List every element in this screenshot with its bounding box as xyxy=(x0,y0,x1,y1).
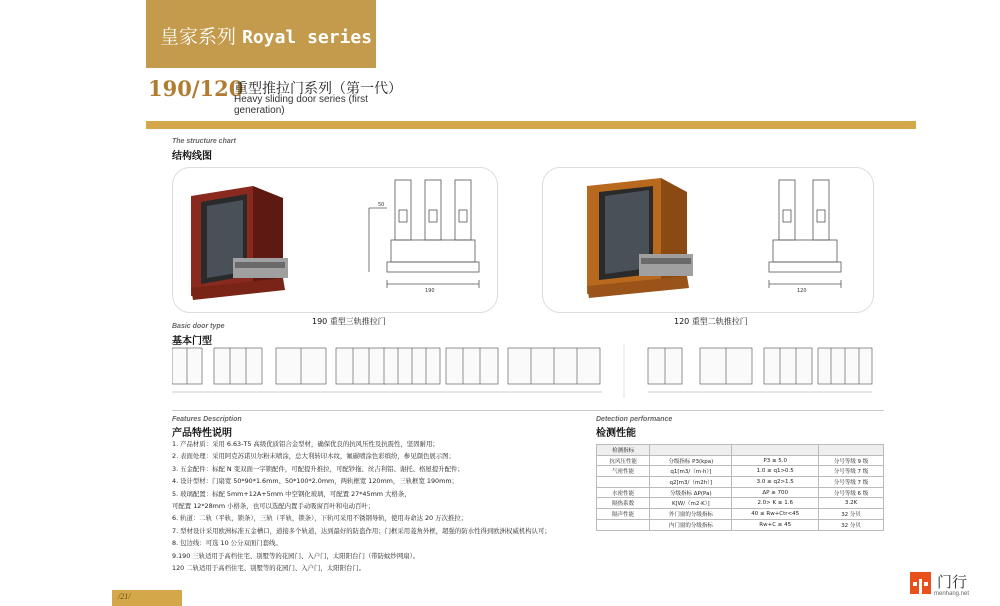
table-cell xyxy=(597,477,650,488)
page-number: /21/ xyxy=(118,592,131,601)
model-code: 190/120 xyxy=(148,76,244,101)
table-cell: 抗风压性能 xyxy=(597,455,650,466)
dim-width-120: 120 xyxy=(797,288,807,294)
table-cell: 外门窗的分级指标 xyxy=(650,509,732,520)
table-row xyxy=(597,487,884,498)
table-cell: 3.2K xyxy=(819,498,884,509)
table-row xyxy=(597,455,884,466)
table-cell xyxy=(732,445,819,456)
table-cell: 2.0> K ≥ 1.6 xyxy=(732,498,819,509)
series-title-cn: 皇家系列 xyxy=(160,26,237,48)
section-divider xyxy=(172,410,884,411)
table-cell: 40 ≤ Rw+Ctr<45 xyxy=(732,509,819,520)
dim-width-190: 190 xyxy=(425,288,435,294)
structure-heading-cn: 结构线图 xyxy=(172,151,212,162)
table-cell: K[W/（m2·K）] xyxy=(650,498,732,509)
door-type-diagrams xyxy=(172,344,884,402)
table-cell: 隔热系数 xyxy=(597,498,650,509)
feature-line: 8. 包边线：可选 10 公分双面门套线。 xyxy=(172,539,282,548)
caption-120-two-track: 120 重型二轨推拉门 xyxy=(674,317,748,326)
table-cell xyxy=(597,519,650,530)
frame-section-120-image xyxy=(543,168,875,314)
feature-line: 2. 表面处理：采用阿克苏诺贝尔粉末喷涂，总大利转印木纹，氟碳喷涂色彩缤纷，参见颜色展示图； xyxy=(172,452,455,461)
table-cell: q2[m3/（m2h）] xyxy=(650,477,732,488)
table-cell: 隔声性能 xyxy=(597,509,650,520)
brand-url: menhang.net xyxy=(934,591,970,597)
table-cell: P3 ≥ 5.0 xyxy=(732,455,819,466)
frame-section-190-image xyxy=(173,168,499,314)
table-cell: 分级指标 ΔP(Pa) xyxy=(650,487,732,498)
table-cell: 32 分贝 xyxy=(819,509,884,520)
feature-line: 9.190 三轨适用于高档住宅、别墅等的花园门、入户门，太阳阳台门（带防蚊纱网扇）。 xyxy=(172,551,420,560)
feature-line: 3. 五金配件：标配 N 变双面一字锁配件，可配提升推拉，可配钞拖、丝吉利铝、谢托、格屋提升配件； xyxy=(172,464,464,473)
table-row xyxy=(597,466,884,477)
table-cell: 3.0 ≥ q2>1.5 xyxy=(732,477,819,488)
dim-small-190: 50 xyxy=(378,202,385,208)
table-row xyxy=(597,519,884,530)
brand-name: 门行 xyxy=(937,573,968,591)
series-title xyxy=(160,22,372,49)
table-cell: 气密性能 xyxy=(597,466,650,477)
header-divider-bar xyxy=(146,121,916,129)
table-cell: 32 分贝 xyxy=(819,519,884,530)
table-cell: 内门窗的分级指标 xyxy=(650,519,732,530)
features-list xyxy=(172,438,592,574)
table-cell: 水密性能 xyxy=(597,487,650,498)
table-row xyxy=(597,509,884,520)
table-row xyxy=(597,477,884,488)
table-cell: 分级指标 P3(kpa) xyxy=(650,455,732,466)
table-row xyxy=(597,498,884,509)
feature-line: 可配置 12*28mm 小格条，也可以选配内置手动吸窗百叶和电动百叶； xyxy=(172,502,375,511)
feature-line: 5. 玻璃配置：标配 5mm+12A+5mm 中空钢化玻璃，可配置 27*45mm 大格条， xyxy=(172,489,411,498)
series-name-en: Heavy sliding door series (first generation) xyxy=(234,94,368,116)
structure-heading-en: The structure chart xyxy=(172,138,236,145)
feature-line: 4. 设计型材：门扇宽 50*90*1.6mm、50*100*2.0mm，两轨框宽 120mm，三轨框宽 190mm； xyxy=(172,477,458,486)
feature-line: 7. 型材设计采用欧洲标准五金槽口，道接多个轨道，达到最好的防盗作用；门框采用菱角外框，超强的防水性得到欧洲权威机构认可； xyxy=(172,526,551,535)
feature-line: 6. 轨道：二轨（平轨，锁条），三轨（平轨，锁条），下轨可采用不锈钢导轨，使用寿命达 20 万次推拉； xyxy=(172,514,468,523)
series-title-en: Royal series xyxy=(242,27,373,48)
table-cell: 分号等级 6 级 xyxy=(819,487,884,498)
table-cell: q1[m3/（m·h）] xyxy=(650,466,732,477)
performance-heading-en: Detection performance xyxy=(596,416,673,423)
table-cell: 检测指标 xyxy=(597,445,650,456)
feature-line: 1. 产品材质：采用 6.63-T5 高级优质铝合金型材，确保优良的抗风压性及抗震性，坚固耐用； xyxy=(172,440,439,448)
table-row xyxy=(597,445,884,456)
feature-line: 120 二轨适用于高档住宅、别墅等的花园门、入户门，太阳阳台门。 xyxy=(172,564,366,573)
structure-panel-190 xyxy=(172,167,498,313)
door-types-heading-cn: 基本门型 xyxy=(172,336,212,347)
table-cell: Rw+C ≥ 45 xyxy=(732,519,819,530)
performance-table xyxy=(596,444,884,531)
table-cell xyxy=(819,445,884,456)
table-cell: 分号等级 7 级 xyxy=(819,466,884,477)
structure-panel-120 xyxy=(542,167,874,313)
table-cell: 分号等级 9 级 xyxy=(819,455,884,466)
table-cell: 1.0 ≥ q1>0.5 xyxy=(732,466,819,477)
table-cell: 分号等级 7 级 xyxy=(819,477,884,488)
table-cell: ΔP ≥ 700 xyxy=(732,487,819,498)
features-heading-en: Features Description xyxy=(172,416,242,423)
caption-190-three-track: 190 重型三轨推拉门 xyxy=(312,317,386,326)
menhang-logo-icon xyxy=(908,568,934,598)
series-title-banner xyxy=(146,0,376,68)
performance-heading-cn: 检测性能 xyxy=(596,428,636,439)
series-name-cn: 重型推拉门系列（第一代） xyxy=(234,81,402,97)
table-cell xyxy=(650,445,732,456)
door-types-heading-en: Basic door type xyxy=(172,323,225,330)
features-heading-cn: 产品特性说明 xyxy=(172,428,232,439)
